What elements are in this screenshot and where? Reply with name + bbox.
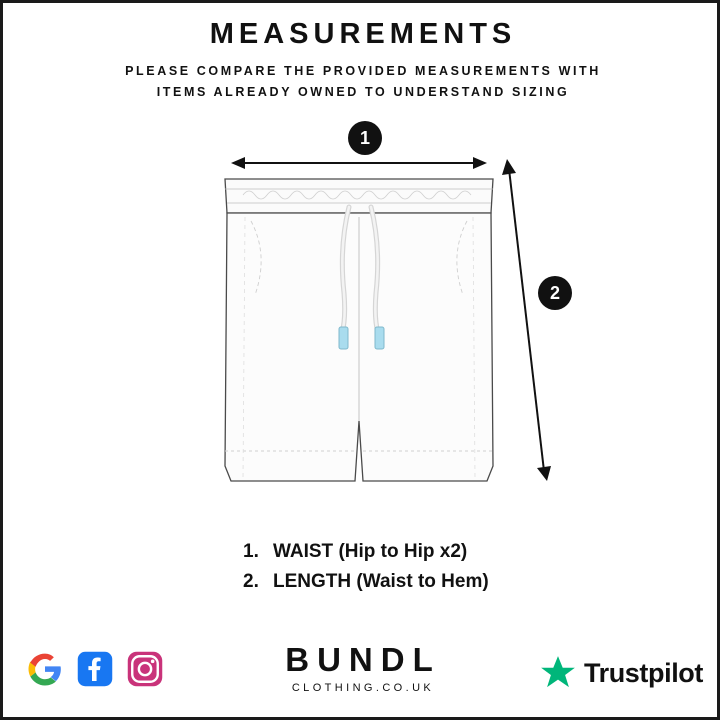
legend <box>243 541 603 601</box>
page-title: MEASUREMENTS <box>209 18 517 50</box>
header-subtitle-line-1: PLEASE COMPARE THE PROVIDED MEASUREMENTS WITH <box>125 63 601 78</box>
legend-item-length <box>243 571 603 593</box>
legend-item-waist-number: 1. <box>243 541 259 562</box>
legend-item-waist-label: WAIST (Hip to Hip x2) <box>273 541 468 562</box>
header-subtitle-line-2: ITEMS ALREADY OWNED TO UNDERSTAND SIZING <box>156 85 570 100</box>
measurement-badge-2: 2 <box>538 276 572 310</box>
trustpilot-star-icon <box>540 655 576 691</box>
header <box>3 19 720 103</box>
trustpilot-badge[interactable] <box>540 655 703 691</box>
legend-item-waist <box>243 541 603 563</box>
measurement-badge-1: 1 <box>348 121 382 155</box>
header-subtitle <box>3 61 720 104</box>
drawstring-tip-right <box>375 327 384 349</box>
legend-item-length-number: 2. <box>243 571 259 592</box>
drawstring-tip-left <box>339 327 348 349</box>
brand-website: CLOTHING.CO.UK <box>291 681 435 694</box>
shorts-diagram <box>3 121 720 521</box>
footer <box>3 629 720 717</box>
trustpilot-label: Trustpilot <box>584 657 703 688</box>
shorts-illustration <box>3 121 720 521</box>
legend-item-length-label: LENGTH (Waist to Hem) <box>273 571 489 592</box>
length-measure-arrow <box>509 169 544 471</box>
brand-name: BUNDL <box>285 641 441 678</box>
